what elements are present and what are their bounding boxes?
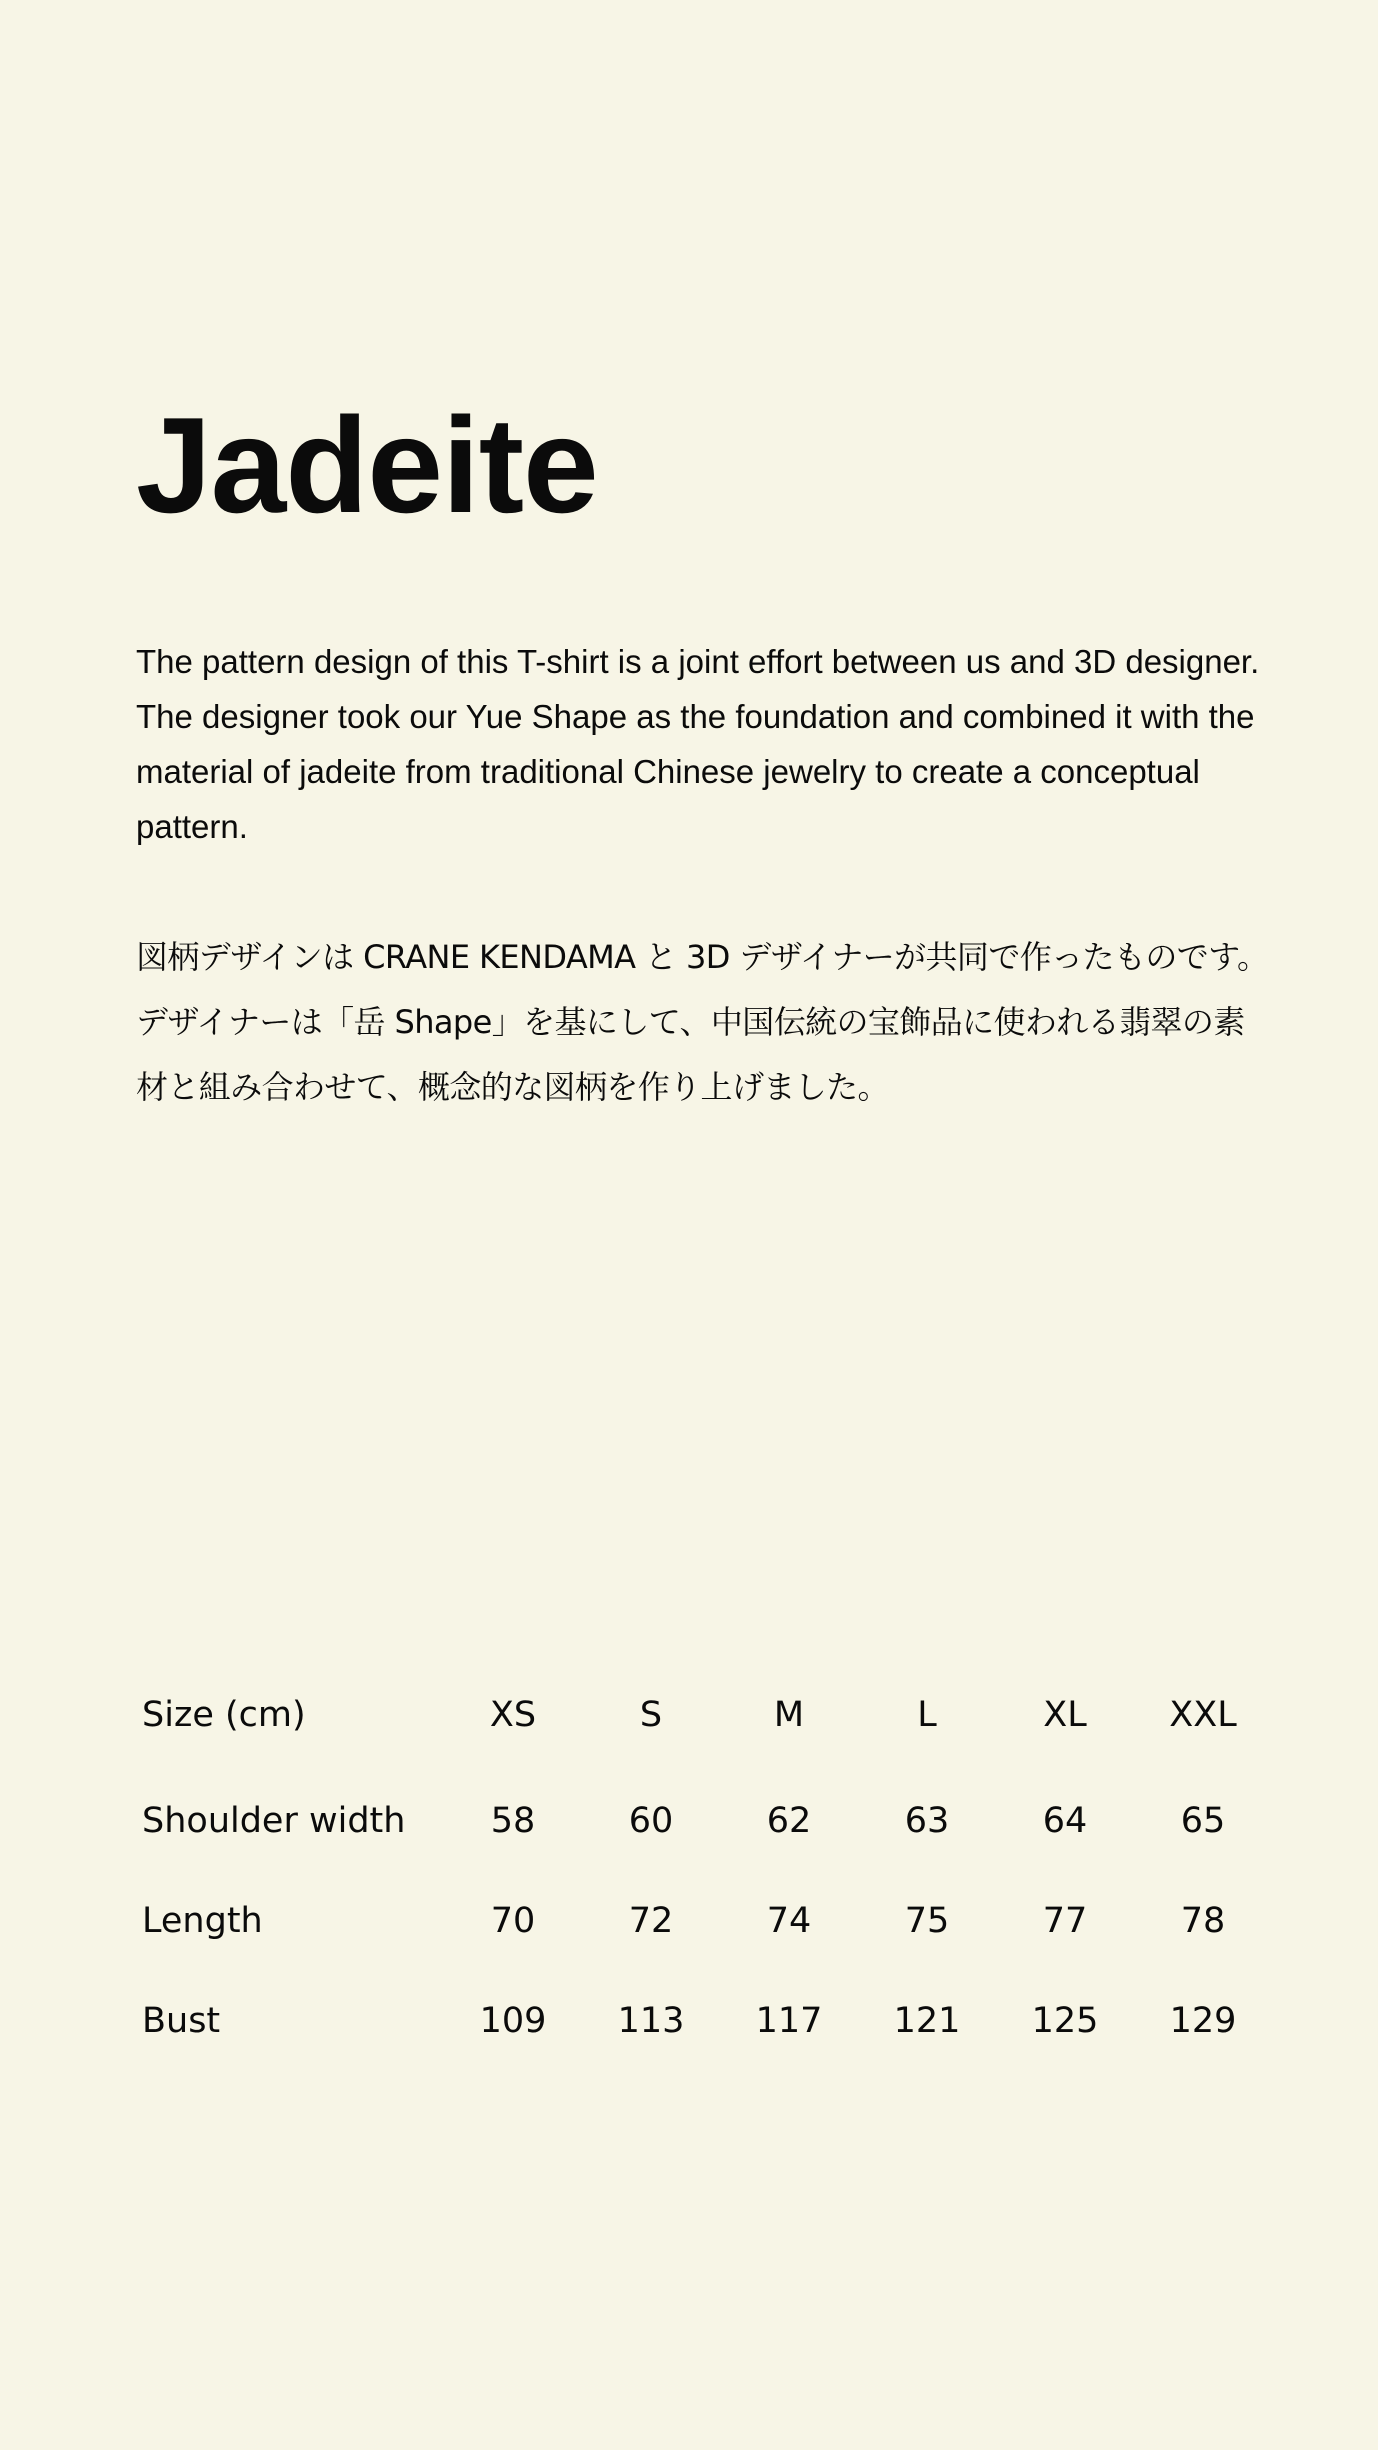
size-header-label: Size (cm) [142, 1695, 306, 1735]
table-row-length [142, 1891, 1272, 1951]
table-cell: 117 [755, 2001, 823, 2041]
size-table-header-row [142, 1685, 1272, 1745]
table-cell: 70 [490, 1901, 536, 1941]
table-cell: 74 [766, 1901, 812, 1941]
row-label: Length [142, 1901, 263, 1941]
size-table [142, 1685, 1272, 2091]
table-cell: 72 [628, 1901, 674, 1941]
size-xs: XS [489, 1695, 537, 1735]
table-cell: 125 [1031, 2001, 1099, 2041]
table-cell: 78 [1180, 1901, 1226, 1941]
page-title: Jadeite [136, 389, 598, 541]
table-cell: 121 [893, 2001, 961, 2041]
table-cell: 109 [479, 2001, 547, 2041]
row-label: Shoulder width [142, 1801, 406, 1841]
description-japanese: 図柄デザインは CRANE KENDAMA と 3D デザイナーが共同で作ったものです。デザイナーは「岳 Shape」を基にして、中国伝統の宝飾品に使われる翡翠の素材と組み合わせて、概念的な図柄を作り上げました。 [136, 938, 1269, 1106]
size-s: S [639, 1695, 663, 1735]
row-label: Bust [142, 2001, 221, 2041]
size-xxl: XXL [1169, 1695, 1237, 1735]
table-cell: 58 [490, 1801, 536, 1841]
table-row-shoulder-width [142, 1791, 1272, 1851]
description-english: The pattern design of this T-shirt is a joint effort between us and 3D designer. The designer took our Yue Shape as the foundation and combined it with the material of jadeite from traditional Chinese jewelry to create a conceptual pattern. [136, 643, 1260, 845]
table-cell: 60 [628, 1801, 674, 1841]
table-cell: 64 [1042, 1801, 1088, 1841]
table-cell: 62 [766, 1801, 812, 1841]
table-cell: 129 [1169, 2001, 1237, 2041]
size-l: L [917, 1695, 937, 1735]
table-cell: 63 [904, 1801, 950, 1841]
size-m: M [773, 1695, 805, 1735]
table-cell: 113 [617, 2001, 685, 2041]
table-row-bust [142, 1991, 1272, 2051]
table-cell: 75 [904, 1901, 950, 1941]
size-xl: XL [1043, 1695, 1087, 1735]
table-cell: 77 [1042, 1901, 1088, 1941]
table-cell: 65 [1180, 1801, 1226, 1841]
